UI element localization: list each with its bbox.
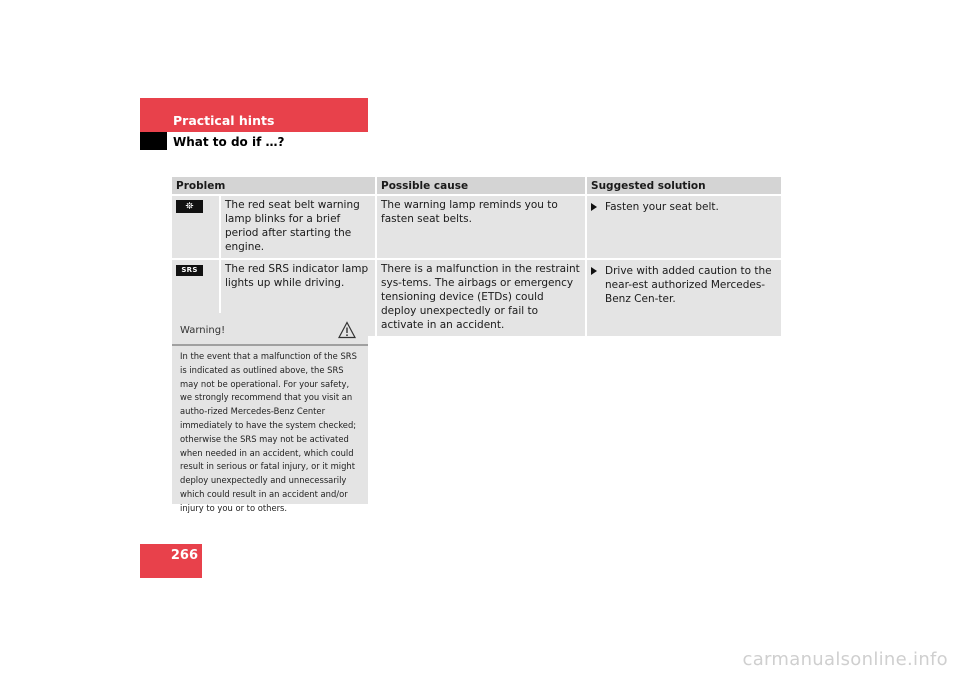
bullet-arrow-icon [591,203,597,211]
solution-text: Fasten your seat belt. [605,201,719,213]
page-number-box [140,544,202,578]
subsection-title: What to do if …? [173,135,285,149]
solution-item [591,200,777,214]
warning-triangle-icon [338,321,356,339]
subsection-marker [140,132,167,150]
problem-cell: The red SRS indicator lamp lights up while driving. [220,259,376,336]
bullet-arrow-icon [591,267,597,275]
section-title: Practical hints [173,113,275,128]
table-header-row [172,177,781,195]
problem-cell: The red seat belt warning lamp blinks for a brief period after starting the engine. [220,195,376,259]
warning-header [172,313,368,346]
table-row [172,195,781,259]
warning-title: Warning! [180,325,226,336]
solution-item [591,264,777,306]
cause-cell: There is a malfunction in the restraint sys-tems. The airbags or emergency tensioning device (ETDs) could deploy unexpectedly or fail to activate in an accident. [376,259,586,336]
column-header-solution: Suggested solution [586,177,781,195]
watermark: carmanualsonline.info [742,649,948,670]
seatbelt-warning-icon: ⛯ [176,200,203,213]
cause-cell: The warning lamp reminds you to fasten seat belts. [376,195,586,259]
srs-indicator-icon: SRS [176,265,203,276]
column-header-problem: Problem [172,177,376,195]
column-header-cause: Possible cause [376,177,586,195]
warning-box [172,313,368,513]
page-number: 266 [170,548,198,563]
icon-cell [172,195,220,259]
solution-cell [586,195,781,259]
warning-text: In the event that a malfunction of the SRS is indicated as outlined above, the SRS may not be operational. For your safety, we strongly recommend that you visit an autho-rized Mercedes-Benz Center immediately to have the system checked; otherwise the SRS may not be activated when needed in an accident, which could result in serious or fatal injury, or it might deploy unexpectedly and unnecessarily which could result in an accident and/or injury to you or to others. [180,351,357,513]
solution-text: Drive with added caution to the near-est authorized Mercedes-Benz Cen-ter. [605,265,772,305]
solution-cell [586,259,781,336]
